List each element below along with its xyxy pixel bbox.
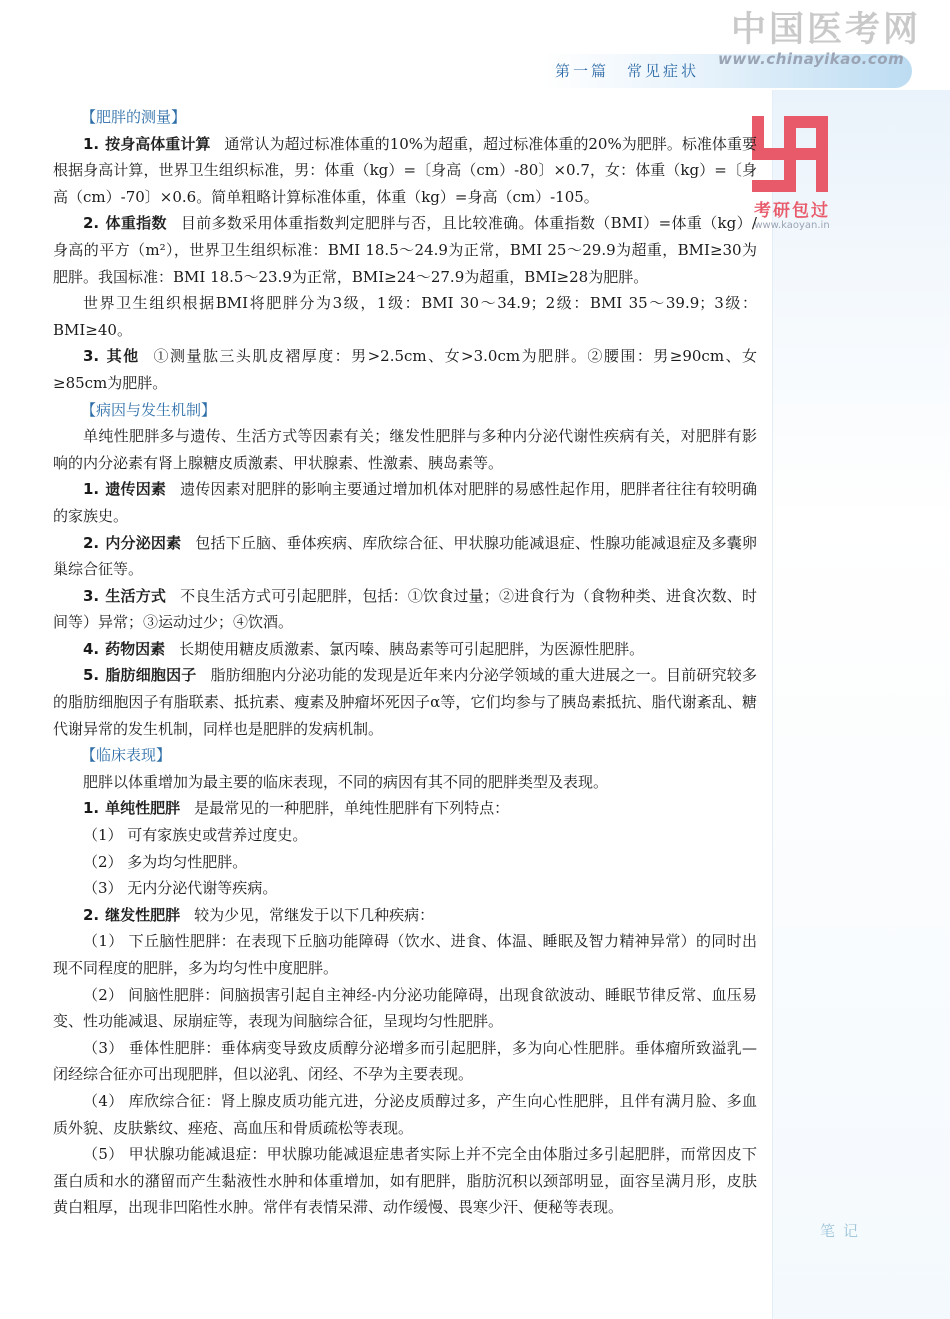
site-url-watermark: www.chinayikao.com — [718, 50, 905, 68]
secondary-obesity-point-2: （2） 间脑性肥胖：间脑损害引起自主神经-内分泌功能障碍，出现食欲波动、睡眠节律反常、血压易变、性功能减退、尿崩症等，表现为间脑综合征，呈现均匀性肥胖。 — [53, 985, 757, 1031]
item-number: 3. — [83, 586, 100, 605]
etiology-item-5 — [53, 662, 757, 742]
item-keyword: 继发性肥胖 — [105, 905, 181, 924]
page-body — [53, 104, 757, 1221]
item-keyword: 体重指数 — [105, 214, 167, 233]
who-grades-paragraph: 世界卫生组织根据BMI将肥胖分为3级，1级：BMI 30～34.9；2级：BMI 35～39.9；3级：BMI≥40。 — [53, 294, 757, 339]
item-keyword: 内分泌因素 — [105, 533, 182, 552]
simple-obesity-point-2: （2） 多为均匀性肥胖。 — [83, 852, 248, 871]
item-text: 不良生活方式可引起肥胖，包括：①饮食过量；②进食行为（食物种类、进食次数、时间等）异常；③运动过少；④饮酒。 — [53, 586, 757, 632]
etiology-item-3 — [53, 583, 757, 636]
clinical-item-2 — [53, 902, 757, 929]
item-number: 1. — [83, 799, 100, 818]
item-text: 较为少见，常继发于以下几种疾病： — [194, 905, 435, 924]
logo-watermark-url: www.kaoyan.in — [754, 220, 830, 231]
secondary-obesity-point-3: （3） 垂体性肥胖：垂体病变导致皮质醇分泌增多而引起肥胖，多为向心性肥胖。垂体瘤所致溢乳—闭经综合征亦可出现肥胖，但以泌乳、闭经、不孕为主要表现。 — [53, 1038, 757, 1084]
margin-notes-band — [772, 90, 950, 1319]
measure-item-1 — [53, 131, 757, 211]
logo-watermark-text: 考研包过 — [754, 201, 830, 221]
secondary-obesity-point-1: （1） 下丘脑性肥胖：在表现下丘脑功能障碍（饮水、进食、体温、睡眠及智力精神异常）的同时出现不同程度的肥胖，多为均匀性中度肥胖。 — [53, 932, 757, 977]
item-text: ①测量肱三头肌皮褶厚度：男>2.5cm、女>3.0cm为肥胖。②腰围：男≥90cm、女≥85cm为肥胖。 — [53, 347, 757, 392]
item-keyword: 遗传因素 — [105, 480, 167, 499]
simple-obesity-point-3: （3） 无内分泌代谢等疾病。 — [83, 879, 278, 898]
item-keyword: 按身高体重计算 — [105, 134, 211, 153]
chapter-header: 第一篇 常见症状 — [555, 62, 700, 80]
item-text: 是最常见的一种肥胖，单纯性肥胖有下列特点： — [194, 799, 510, 818]
measure-item-2 — [53, 210, 757, 290]
clinical-intro: 肥胖以体重增加为最主要的临床表现，不同的病因有其不同的肥胖类型及表现。 — [83, 772, 609, 791]
etiology-intro: 单纯性肥胖多与遗传、生活方式等因素有关；继发性肥胖与多种内分泌代谢性疾病有关，对肥胖有影响的内分泌素有肾上腺糖皮质激素、甲状腺素、性激素、胰岛素等。 — [53, 427, 757, 472]
item-text: 包括下丘脑、垂体疾病、库欣综合征、甲状腺功能减退症、性腺功能减退症及多囊卵巢综合征等。 — [53, 533, 757, 579]
item-number: 2. — [83, 905, 100, 924]
item-text: 目前多数采用体重指数判定肥胖与否，且比较准确。体重指数（BMI）=体重（kg）/身高的平方（m²），世界卫生组织标准：BMI 18.5～24.9为正常，BMI 25～29.9为超重，BMI≥30为肥胖。我国标准：BMI 18.5～23.9为正常，BMI≥24～27.9为超重，BMI≥28为肥胖。 — [53, 214, 757, 286]
measure-item-3 — [53, 343, 757, 396]
section-title-clinical: 【临床表现】 — [81, 746, 172, 765]
secondary-obesity-point-4: （4） 库欣综合征：肾上腺皮质功能亢进，分泌皮质醇过多，产生向心性肥胖，且伴有满月脸、多血质外貌、皮肤紫纹、痤疮、高血压和骨质疏松等表现。 — [53, 1091, 757, 1137]
section-title-measurement: 【肥胖的测量】 — [81, 108, 187, 126]
item-number: 3. — [83, 347, 100, 366]
site-watermark: 中国医考网 — [730, 10, 921, 50]
item-text: 通常认为超过标准体重的10%为超重，超过标准体重的20%为肥胖。标准体重要根据身高计算，世界卫生组织标准，男：体重（kg）=〔身高（cm）-80〕×0.7，女：体重（kg）=〔身高（cm）-70〕×0.6。简单粗略计算标准体重，体重（kg）=身高（cm）-105。 — [53, 134, 757, 206]
item-number: 1. — [83, 134, 100, 153]
clinical-item-1 — [53, 795, 757, 822]
item-keyword: 单纯性肥胖 — [105, 799, 181, 818]
item-number: 2. — [83, 533, 100, 552]
notes-label: 笔记 — [820, 1222, 867, 1240]
item-keyword: 生活方式 — [105, 586, 167, 605]
item-number: 1. — [83, 480, 100, 499]
item-number: 2. — [83, 214, 100, 233]
etiology-item-2 — [53, 530, 757, 583]
item-keyword: 药物因素 — [105, 639, 166, 658]
item-text: 长期使用糖皮质激素、氯丙嗪、胰岛素等可引起肥胖，为医源性肥胖。 — [179, 639, 645, 658]
item-text: 遗传因素对肥胖的影响主要通过增加机体对肥胖的易感性起作用，肥胖者往往有较明确的家族史。 — [53, 480, 757, 525]
item-number: 4. — [83, 639, 100, 658]
margin-divider — [772, 90, 773, 1319]
item-number: 5. — [83, 666, 100, 685]
item-text: 脂肪细胞内分泌功能的发现是近年来内分泌学领域的重大进展之一。目前研究较多的脂肪细胞因子有脂联素、抵抗素、瘦素及肿瘤坏死因子α等，它们均参与了胰岛素抵抗、脂代谢紊乱、糖代谢异常的发生机制，同样也是肥胖的发病机制。 — [53, 666, 757, 738]
etiology-item-4 — [53, 636, 757, 663]
etiology-item-1 — [53, 476, 757, 529]
swastika-logo-icon — [748, 112, 832, 196]
item-keyword: 其他 — [105, 347, 140, 366]
item-keyword: 脂肪细胞因子 — [105, 666, 197, 685]
simple-obesity-point-1: （1） 可有家族史或营养过度史。 — [83, 826, 308, 845]
secondary-obesity-point-5: （5） 甲状腺功能减退症：甲状腺功能减退症患者实际上并不完全由体脂过多引起肥胖，而常因皮下蛋白质和水的潴留而产生黏液性水肿和体重增加，如有肥胖，脂肪沉积以颈部明显，面容呈满月形，皮肤黄白粗厚，出现非凹陷性水肿。常伴有表情呆滞、动作缓慢、畏寒少汗、便秘等表现。 — [53, 1145, 757, 1217]
section-title-etiology: 【病因与发生机制】 — [81, 400, 217, 419]
